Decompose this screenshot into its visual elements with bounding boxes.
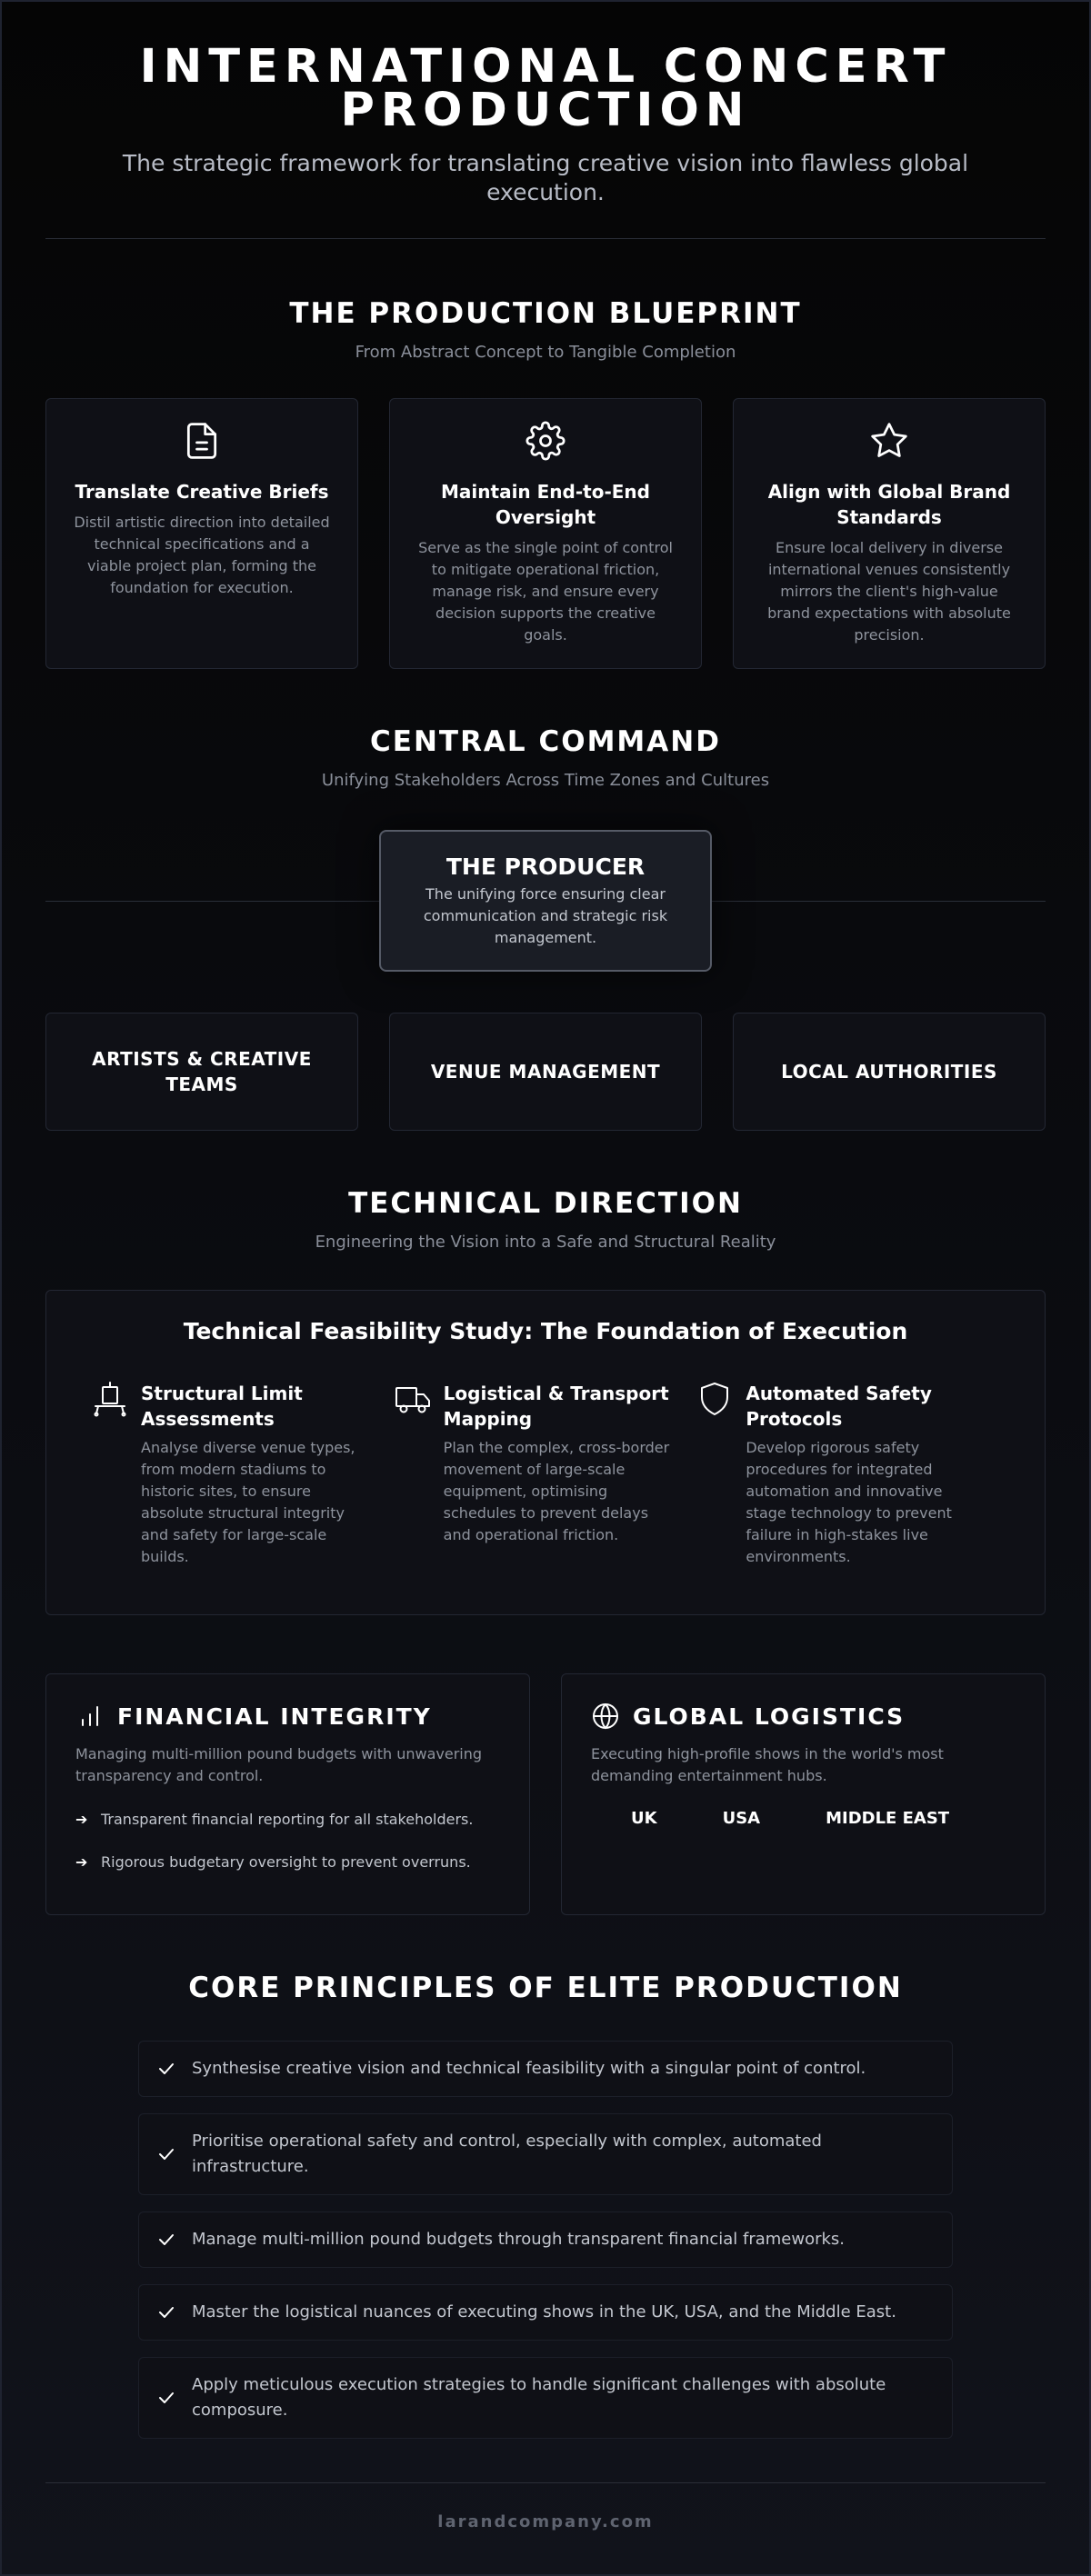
command-title: CENTRAL COMMAND	[370, 725, 721, 758]
logistics-text: Executing high-profile shows in the world's most demanding entertainment hubs.	[591, 1745, 944, 1784]
info-panels	[45, 1673, 1046, 1915]
principle-text: Apply meticulous execution strategies to handle significant challenges with absolute composure.	[192, 2375, 886, 2420]
arrow-right-icon: ➔	[75, 1811, 88, 1828]
principle-text: Manage multi-million pound budgets through transparent financial frameworks.	[192, 2230, 846, 2249]
stakeholder-artists: ARTISTS & CREATIVE TEAMS	[45, 1013, 358, 1131]
blueprint-title: THE PRODUCTION BLUEPRINT	[289, 297, 802, 330]
blueprint-card-briefs	[45, 398, 358, 669]
principle-item	[138, 2113, 953, 2195]
principles-title: CORE PRINCIPLES OF ELITE PRODUCTION	[188, 1972, 903, 2004]
region-usa: USA	[722, 1809, 761, 1828]
bullet-text: Transparent financial reporting for all stakeholders.	[101, 1811, 474, 1828]
logistics-panel	[561, 1673, 1046, 1915]
technical-title: TECHNICAL DIRECTION	[348, 1187, 743, 1220]
blueprint-subtitle: From Abstract Concept to Tangible Completion	[355, 343, 736, 362]
card-title: Translate Creative Briefs	[75, 481, 329, 503]
tech-item-text: Plan the complex, cross-border movement of large-scale equipment, optimising schedules to prevent delays and operational friction.	[443, 1439, 670, 1543]
principle-item	[138, 2284, 953, 2341]
stakeholder-venue: VENUE MANAGEMENT	[389, 1013, 702, 1131]
card-text: Serve as the single point of control to mitigate operational friction, manage risk, and ensure every decision supports the creative goals.	[418, 539, 673, 644]
financial-bullet	[75, 1811, 500, 1828]
producer-box	[379, 830, 712, 972]
footer-divider	[45, 2482, 1046, 2483]
checkmark-icon	[157, 2303, 175, 2321]
feasibility-title: Technical Feasibility Study: The Foundation of Execution	[183, 1318, 908, 1344]
technical-subtitle: Engineering the Vision into a Safe and Structural Reality	[315, 1233, 776, 1252]
principle-text: Prioritise operational safety and control, especially with complex, automated infrastructure.	[192, 2132, 822, 2176]
stage-rig-icon	[92, 1381, 128, 1417]
principle-item	[138, 2212, 953, 2268]
region-list	[591, 1809, 1016, 1828]
tech-item-text: Analyse diverse venue types, from modern stadiums to historic sites, to ensure absolute structural integrity and safety for large-scale builds.	[141, 1439, 355, 1565]
star-icon	[869, 421, 909, 461]
blueprint-card-oversight	[389, 398, 702, 669]
divider	[45, 238, 1046, 239]
blueprint-cards	[45, 398, 1046, 669]
checkmark-icon	[157, 2145, 175, 2163]
card-text: Distil artistic direction into detailed technical specifications and a viable project plan, forming the foundation for execution.	[74, 514, 330, 596]
globe-icon	[591, 1702, 620, 1731]
financial-bullet	[75, 1853, 500, 1871]
bullet-text: Rigorous budgetary oversight to prevent overruns.	[101, 1853, 471, 1871]
principle-text: Synthesise creative vision and technical feasibility with a singular point of control.	[192, 2059, 866, 2078]
principle-item	[138, 2357, 953, 2439]
page-subtitle: The strategic framework for translating creative vision into flawless global execution.	[122, 150, 969, 205]
tech-item-title: Automated Safety Protocols	[746, 1383, 932, 1430]
command-subtitle: Unifying Stakeholders Across Time Zones and Cultures	[321, 771, 770, 790]
checkmark-icon	[157, 2231, 175, 2249]
tech-item-logistics	[395, 1381, 697, 1568]
truck-icon	[395, 1381, 431, 1417]
principles-list	[138, 2041, 953, 2439]
tech-item-text: Develop rigorous safety procedures for integrated automation and innovative stage technology to prevent failure in high-stakes live environments.	[746, 1439, 952, 1565]
tech-item-title: Structural Limit Assessments	[141, 1383, 303, 1430]
principle-text: Master the logistical nuances of executing shows in the UK, USA, and the Middle East.	[192, 2302, 896, 2321]
region-middle-east: MIDDLE EAST	[826, 1809, 950, 1828]
producer-title: THE PRODUCER	[445, 854, 646, 880]
producer-text: The unifying force ensuring clear communication and strategic risk management.	[423, 885, 668, 946]
document-icon	[182, 421, 222, 461]
page-title-line2: PRODUCTION	[340, 84, 751, 137]
footer-url[interactable]: larandcompany.com	[437, 2512, 654, 2531]
blueprint-card-brand	[733, 398, 1046, 669]
bar-chart-icon	[75, 1702, 105, 1731]
feasibility-study-box	[45, 1290, 1046, 1615]
stakeholder-authorities: LOCAL AUTHORITIES	[733, 1013, 1046, 1131]
principle-item	[138, 2041, 953, 2097]
page-title-line1: INTERNATIONAL CONCERT	[139, 40, 952, 94]
tech-item-title: Logistical & Transport Mapping	[443, 1383, 669, 1430]
page-title	[45, 0, 1046, 137]
checkmark-icon	[157, 2060, 175, 2078]
logistics-title: GLOBAL LOGISTICS	[633, 1702, 906, 1730]
producer-hub	[45, 830, 1046, 984]
tech-item-structural	[92, 1381, 395, 1568]
arrow-right-icon: ➔	[75, 1853, 88, 1871]
card-title: Maintain End-to-End Oversight	[441, 481, 650, 528]
shield-icon	[696, 1381, 733, 1417]
tech-item-safety	[696, 1381, 999, 1568]
card-text: Ensure local delivery in diverse international venues consistently mirrors the client's high-value brand expectations with absolute precision.	[767, 539, 1011, 644]
gear-icon	[525, 421, 566, 461]
checkmark-icon	[157, 2389, 175, 2407]
card-title: Align with Global Brand Standards	[767, 481, 1011, 528]
financial-text: Managing multi-million pound budgets with unwavering transparency and control.	[75, 1745, 483, 1784]
region-uk: UK	[631, 1809, 657, 1828]
financial-title: FINANCIAL INTEGRITY	[117, 1702, 432, 1730]
stakeholder-cards	[45, 1013, 1046, 1131]
financial-panel	[45, 1673, 530, 1915]
